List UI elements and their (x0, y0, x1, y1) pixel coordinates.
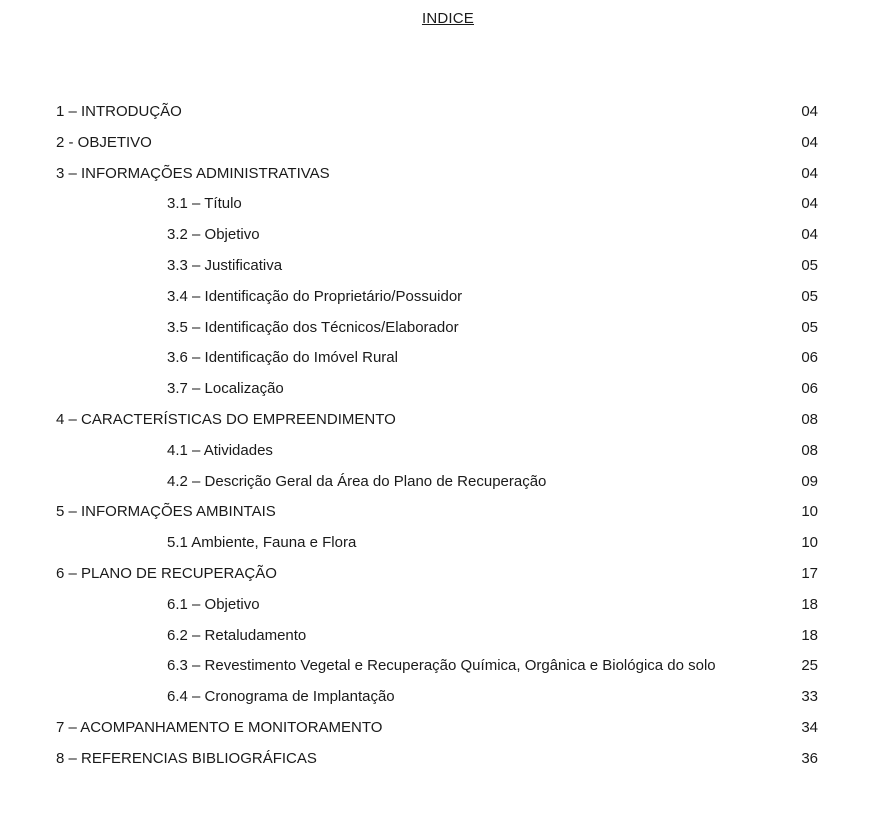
toc-entry-label: 3.5 – Identificação dos Técnicos/Elaborador (167, 318, 459, 336)
toc-entry-label: 2 - OBJETIVO (56, 133, 152, 151)
toc-entry (56, 559, 820, 590)
toc-entry (56, 159, 820, 190)
toc-entry (56, 713, 820, 744)
toc-entry-label: 5.1 Ambiente, Fauna e Flora (167, 534, 357, 552)
toc-page-number: 17 (801, 564, 818, 582)
toc-page-number: 33 (801, 688, 818, 706)
toc-page-number: 08 (801, 410, 818, 428)
toc-subentry (56, 528, 820, 559)
toc-page-number: 18 (801, 626, 818, 644)
toc-page-number: 25 (801, 657, 818, 675)
toc-entry-label: 5 – INFORMAÇÕES AMBINTAIS (56, 503, 276, 521)
toc-page-number: 05 (801, 318, 818, 336)
toc-subentry (56, 590, 820, 621)
toc-entry-label: 3 – INFORMAÇÕES ADMINISTRATIVAS (56, 164, 330, 182)
toc-page-number: 36 (801, 749, 818, 767)
toc-subentry (56, 189, 820, 220)
index-title: INDICE (421, 10, 475, 27)
toc-entry-label: 3.7 – Localização (167, 380, 284, 398)
toc-entry-label: 1 – INTRODUÇÃO (56, 103, 182, 120)
toc-entry-label: 7 – ACOMPANHAMENTO E MONITORAMENTO (56, 718, 383, 736)
toc-entry (56, 405, 820, 436)
toc-subentry (56, 436, 820, 467)
toc-entry-label: 3.6 – Identificação do Imóvel Rural (167, 349, 398, 367)
toc-entry-label: 6.3 – Revestimento Vegetal e Recuperação Química, Orgânica e Biológica do solo (167, 657, 716, 675)
toc-entry (56, 744, 820, 775)
toc-page-number: 09 (801, 472, 818, 490)
toc-page-number: 04 (801, 226, 818, 244)
toc-entry-label: 6.1 – Objetivo (167, 595, 260, 613)
toc-entry-label: 3.2 – Objetivo (167, 226, 260, 244)
toc-entry (56, 497, 820, 528)
toc-subentry (56, 621, 820, 652)
toc-entry (56, 97, 820, 128)
toc-subentry (56, 682, 820, 713)
toc-subentry (56, 343, 820, 374)
toc-entry-label: 3.3 – Justificativa (167, 256, 283, 274)
toc-subentry (56, 651, 820, 682)
toc-page-number: 18 (801, 595, 818, 613)
toc-page-number: 34 (801, 718, 818, 736)
toc-entry-label: 3.1 – Título (167, 195, 242, 213)
toc-entry-label: 4.2 – Descrição Geral da Área do Plano de Recuperação (167, 472, 547, 490)
toc-page-number: 08 (801, 441, 818, 459)
toc-page-number: 04 (801, 133, 818, 151)
toc-page-number: 04 (801, 164, 818, 182)
toc-entry-label: 8 – REFERENCIAS BIBLIOGRÁFICAS (56, 749, 317, 767)
toc-entry-label: 3.4 – Identificação do Proprietário/Possuidor (167, 287, 463, 305)
toc-subentry (56, 251, 820, 282)
toc-page-number: 05 (801, 256, 818, 274)
toc-entry-label: 6.4 – Cronograma de Implantação (167, 688, 395, 706)
toc-page-number: 10 (801, 534, 818, 552)
toc-page-number: 05 (801, 287, 818, 305)
toc-subentry (56, 282, 820, 313)
toc-subentry (56, 374, 820, 405)
toc-page-number: 06 (801, 349, 818, 367)
table-of-contents (56, 97, 820, 775)
toc-subentry (56, 313, 820, 344)
toc-entry-label: 4 – CARACTERÍSTICAS DO EMPREENDIMENTO (56, 410, 396, 428)
toc-page-number: 10 (801, 503, 818, 521)
toc-page-number: 04 (801, 195, 818, 213)
toc-entry-label: 6 – PLANO DE RECUPERAÇÃO (56, 564, 277, 582)
toc-entry (56, 128, 820, 159)
toc-entry-label: 4.1 – Atividades (167, 441, 273, 459)
toc-page-number: 04 (801, 103, 818, 120)
toc-subentry (56, 467, 820, 498)
toc-entry-label: 6.2 – Retaludamento (167, 626, 307, 644)
toc-subentry (56, 220, 820, 251)
toc-page-number: 06 (801, 380, 818, 398)
